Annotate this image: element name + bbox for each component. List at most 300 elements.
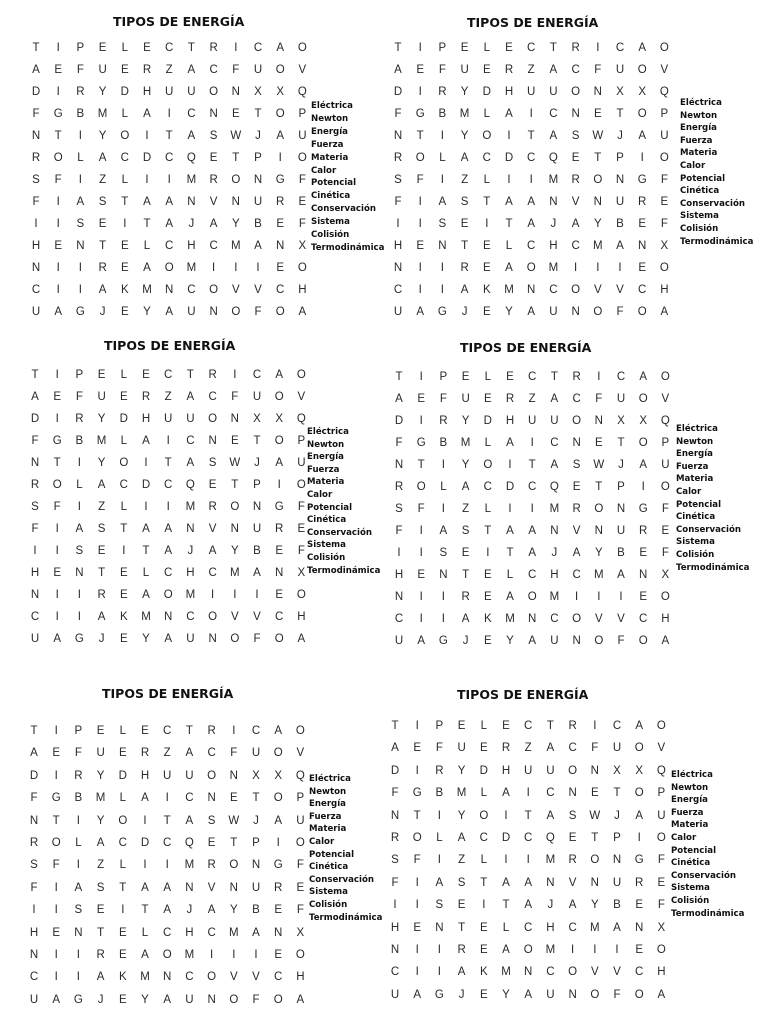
grid-letter[interactable]: F [297, 545, 305, 557]
grid-letter[interactable]: F [52, 859, 60, 872]
grid-letter[interactable]: E [568, 832, 577, 844]
grid-letter[interactable]: N [638, 240, 647, 252]
grid-letter[interactable]: O [637, 108, 647, 120]
grid-letter[interactable]: Q [184, 837, 194, 849]
grid-letter[interactable]: A [254, 240, 262, 252]
grid-letter[interactable]: I [254, 949, 258, 961]
grid-letter[interactable]: R [141, 391, 151, 403]
grid-letter[interactable]: M [142, 284, 152, 296]
grid-letter[interactable]: O [297, 152, 307, 164]
grid-letter[interactable]: A [185, 814, 194, 827]
grid-letter[interactable]: O [296, 479, 306, 491]
grid-letter[interactable]: C [479, 832, 488, 844]
grid-letter[interactable]: K [119, 611, 128, 623]
grid-letter[interactable]: X [639, 415, 648, 427]
grid-letter[interactable]: V [209, 196, 218, 208]
grid-letter[interactable]: E [274, 949, 283, 961]
grid-letter[interactable]: L [505, 240, 513, 252]
grid-letter[interactable]: A [524, 988, 533, 1001]
grid-letter[interactable]: T [527, 130, 535, 142]
grid-letter[interactable]: T [99, 240, 107, 252]
grid-letter[interactable]: F [416, 174, 424, 186]
grid-letter[interactable]: I [640, 152, 644, 164]
grid-letter[interactable]: H [186, 567, 195, 579]
grid-letter[interactable]: F [661, 547, 669, 559]
grid-letter[interactable]: R [501, 742, 511, 755]
grid-letter[interactable]: I [441, 613, 445, 625]
grid-letter[interactable]: R [74, 769, 83, 782]
grid-letter[interactable]: U [186, 633, 195, 645]
grid-letter[interactable]: C [185, 971, 194, 984]
grid-letter[interactable]: V [568, 876, 577, 889]
grid-letter[interactable]: U [612, 876, 622, 889]
grid-letter[interactable]: E [590, 787, 599, 800]
grid-letter[interactable]: I [54, 769, 58, 782]
grid-letter[interactable]: C [207, 747, 216, 760]
grid-letter[interactable]: U [394, 635, 404, 647]
grid-letter[interactable]: I [121, 904, 125, 917]
grid-letter[interactable]: D [118, 769, 127, 782]
grid-letter[interactable]: B [75, 435, 84, 447]
grid-letter[interactable]: A [660, 306, 669, 318]
grid-letter[interactable]: O [230, 633, 240, 645]
grid-letter[interactable]: I [167, 108, 171, 120]
grid-letter[interactable]: T [232, 152, 240, 164]
grid-letter[interactable]: N [252, 501, 262, 513]
grid-letter[interactable]: D [141, 479, 151, 491]
grid-letter[interactable]: O [482, 130, 492, 142]
grid-letter[interactable]: A [164, 633, 173, 645]
grid-letter[interactable]: T [186, 369, 194, 381]
grid-letter[interactable]: S [394, 174, 402, 186]
grid-letter[interactable]: A [207, 904, 216, 917]
grid-letter[interactable]: T [252, 792, 260, 805]
grid-letter[interactable]: L [480, 720, 487, 732]
grid-letter[interactable]: T [413, 809, 421, 822]
grid-letter[interactable]: R [461, 591, 470, 603]
grid-letter[interactable]: O [638, 393, 648, 405]
grid-letter[interactable]: N [390, 809, 400, 822]
grid-letter[interactable]: I [76, 971, 80, 984]
grid-letter[interactable]: Z [164, 391, 172, 403]
grid-letter[interactable]: I [437, 854, 441, 867]
grid-letter[interactable]: L [436, 832, 443, 844]
grid-letter[interactable]: Q [548, 152, 558, 164]
grid-letter[interactable]: V [297, 391, 306, 403]
grid-letter[interactable]: C [30, 611, 40, 623]
grid-letter[interactable]: D [30, 413, 40, 425]
grid-letter[interactable]: O [634, 787, 644, 800]
grid-letter[interactable]: A [53, 633, 62, 645]
grid-letter[interactable]: I [440, 262, 444, 274]
grid-letter[interactable]: H [660, 284, 669, 296]
grid-letter[interactable]: A [163, 904, 172, 917]
grid-letter[interactable]: M [593, 240, 603, 252]
grid-letter[interactable]: A [502, 944, 510, 956]
grid-letter[interactable]: L [120, 501, 127, 513]
grid-letter[interactable]: R [30, 479, 40, 491]
grid-letter[interactable]: O [118, 814, 128, 827]
grid-letter[interactable]: U [163, 769, 172, 782]
grid-letter[interactable]: S [568, 809, 577, 822]
grid-letter[interactable]: T [395, 371, 403, 383]
grid-letter[interactable]: E [461, 371, 470, 383]
grid-letter[interactable]: I [232, 949, 236, 961]
grid-letter[interactable]: I [526, 854, 530, 867]
grid-letter[interactable]: I [56, 218, 60, 230]
grid-letter[interactable]: F [661, 503, 669, 515]
grid-letter[interactable]: I [54, 949, 58, 961]
grid-letter[interactable]: I [55, 523, 59, 535]
grid-letter[interactable]: F [253, 633, 261, 645]
grid-letter[interactable]: N [390, 944, 400, 956]
grid-letter[interactable]: Q [296, 413, 306, 425]
grid-letter[interactable]: O [296, 369, 306, 381]
grid-letter[interactable]: W [593, 459, 605, 471]
grid-letter[interactable]: A [97, 611, 106, 623]
grid-letter[interactable]: Z [462, 503, 470, 515]
grid-letter[interactable]: Q [659, 86, 669, 98]
grid-letter[interactable]: U [524, 764, 533, 777]
grid-letter[interactable]: N [186, 523, 195, 535]
grid-letter[interactable]: T [391, 720, 399, 732]
grid-letter[interactable]: A [549, 64, 558, 76]
grid-letter[interactable]: I [440, 174, 444, 186]
grid-letter[interactable]: F [613, 988, 621, 1001]
grid-letter[interactable]: F [391, 787, 399, 800]
grid-letter[interactable]: V [252, 971, 260, 984]
grid-letter[interactable]: O [412, 832, 422, 844]
grid-letter[interactable]: A [417, 635, 426, 647]
grid-letter[interactable]: I [123, 218, 127, 230]
grid-letter[interactable]: H [297, 611, 306, 623]
grid-letter[interactable]: D [390, 764, 400, 777]
grid-letter[interactable]: A [185, 747, 194, 760]
grid-letter[interactable]: N [438, 240, 447, 252]
grid-letter[interactable]: X [613, 764, 621, 777]
grid-letter[interactable]: A [435, 876, 444, 889]
grid-letter[interactable]: V [661, 393, 670, 405]
grid-letter[interactable]: R [142, 64, 152, 76]
grid-letter[interactable]: N [635, 921, 644, 934]
grid-letter[interactable]: N [276, 240, 285, 252]
grid-letter[interactable]: N [550, 525, 559, 537]
grid-letter[interactable]: R [98, 262, 107, 274]
grid-letter[interactable]: I [415, 966, 419, 979]
grid-letter[interactable]: O [571, 86, 581, 98]
grid-letter[interactable]: A [298, 306, 307, 318]
grid-letter[interactable]: A [550, 393, 559, 405]
grid-letter[interactable]: S [209, 130, 218, 142]
grid-letter[interactable]: H [390, 921, 400, 934]
grid-letter[interactable]: Y [457, 764, 466, 777]
grid-letter[interactable]: O [51, 837, 61, 849]
grid-letter[interactable]: I [486, 547, 490, 559]
grid-letter[interactable]: I [78, 130, 82, 142]
grid-letter[interactable]: Q [549, 481, 559, 493]
grid-letter[interactable]: J [186, 904, 193, 917]
grid-letter[interactable]: H [298, 284, 307, 296]
grid-letter[interactable]: I [419, 371, 423, 383]
grid-letter[interactable]: H [550, 569, 559, 581]
grid-letter[interactable]: O [637, 64, 647, 76]
grid-letter[interactable]: P [298, 108, 307, 120]
grid-letter[interactable]: L [483, 108, 490, 120]
grid-letter[interactable]: C [528, 371, 537, 383]
grid-letter[interactable]: P [661, 437, 670, 449]
grid-letter[interactable]: T [484, 525, 492, 537]
grid-letter[interactable]: D [140, 837, 150, 849]
grid-letter[interactable]: I [54, 881, 58, 894]
grid-letter[interactable]: E [52, 926, 61, 939]
grid-letter[interactable]: U [527, 86, 536, 98]
grid-letter[interactable]: C [209, 240, 218, 252]
grid-letter[interactable]: A [275, 369, 284, 381]
grid-letter[interactable]: A [635, 720, 644, 732]
grid-letter[interactable]: E [505, 42, 513, 54]
grid-letter[interactable]: C [524, 921, 533, 934]
grid-letter[interactable]: T [231, 479, 239, 491]
grid-letter[interactable]: C [185, 792, 194, 805]
grid-letter[interactable]: T [417, 459, 425, 471]
grid-letter[interactable]: C [165, 240, 174, 252]
grid-letter[interactable]: O [273, 747, 283, 760]
grid-letter[interactable]: X [657, 921, 666, 934]
grid-letter[interactable]: V [296, 747, 305, 760]
grid-letter[interactable]: A [276, 130, 285, 142]
grid-letter[interactable]: A [186, 391, 195, 403]
grid-letter[interactable]: I [573, 262, 578, 274]
grid-letter[interactable]: E [482, 306, 491, 318]
grid-letter[interactable]: O [637, 306, 647, 318]
grid-letter[interactable]: Q [297, 86, 307, 98]
grid-letter[interactable]: T [120, 523, 128, 535]
grid-letter[interactable]: T [595, 481, 603, 493]
grid-letter[interactable]: U [661, 459, 670, 471]
grid-letter[interactable]: M [459, 108, 470, 120]
grid-letter[interactable]: E [119, 567, 128, 579]
grid-letter[interactable]: L [121, 42, 128, 54]
grid-letter[interactable]: I [418, 218, 422, 230]
grid-letter[interactable]: A [505, 196, 513, 208]
grid-letter[interactable]: D [482, 86, 491, 98]
grid-letter[interactable]: A [274, 814, 283, 827]
grid-letter[interactable]: U [297, 457, 306, 469]
grid-letter[interactable]: O [659, 42, 669, 54]
grid-letter[interactable]: F [595, 393, 603, 405]
grid-letter[interactable]: Q [656, 764, 666, 777]
grid-letter[interactable]: Z [458, 854, 466, 867]
grid-letter[interactable]: U [29, 993, 39, 1006]
grid-letter[interactable]: E [479, 742, 488, 755]
grid-letter[interactable]: A [568, 899, 577, 912]
grid-letter[interactable]: R [639, 525, 648, 537]
grid-letter[interactable]: E [638, 218, 647, 230]
grid-letter[interactable]: C [528, 481, 537, 493]
grid-letter[interactable]: N [612, 854, 622, 867]
grid-letter[interactable]: N [549, 196, 558, 208]
grid-letter[interactable]: E [209, 152, 218, 164]
grid-letter[interactable]: I [596, 42, 600, 54]
grid-letter[interactable]: N [393, 130, 403, 142]
grid-letter[interactable]: T [594, 152, 602, 164]
grid-letter[interactable]: N [394, 459, 404, 471]
grid-letter[interactable]: U [252, 523, 262, 535]
grid-letter[interactable]: E [639, 547, 648, 559]
grid-letter[interactable]: L [480, 787, 487, 800]
grid-letter[interactable]: D [120, 86, 129, 98]
grid-letter[interactable]: O [483, 459, 493, 471]
grid-letter[interactable]: H [185, 926, 194, 939]
grid-letter[interactable]: I [143, 814, 147, 827]
grid-letter[interactable]: H [187, 240, 196, 252]
grid-letter[interactable]: V [254, 284, 262, 296]
grid-letter[interactable]: J [550, 218, 557, 230]
grid-letter[interactable]: O [230, 501, 240, 513]
grid-letter[interactable]: E [274, 904, 283, 917]
grid-letter[interactable]: E [571, 152, 580, 164]
grid-letter[interactable]: P [616, 152, 624, 164]
grid-letter[interactable]: R [571, 42, 580, 54]
grid-letter[interactable]: Y [98, 130, 107, 142]
grid-letter[interactable]: A [143, 108, 151, 120]
grid-letter[interactable]: W [229, 457, 241, 469]
grid-letter[interactable]: M [548, 262, 559, 274]
grid-letter[interactable]: A [505, 108, 513, 120]
grid-letter[interactable]: I [56, 284, 60, 296]
grid-letter[interactable]: J [551, 547, 558, 559]
grid-letter[interactable]: S [461, 525, 470, 537]
grid-letter[interactable]: B [252, 904, 260, 917]
grid-letter[interactable]: G [412, 787, 422, 800]
grid-letter[interactable]: I [78, 174, 82, 186]
grid-letter[interactable]: T [143, 218, 151, 230]
grid-letter[interactable]: O [275, 108, 285, 120]
grid-letter[interactable]: C [187, 284, 196, 296]
grid-letter[interactable]: Y [460, 86, 469, 98]
grid-letter[interactable]: N [163, 971, 172, 984]
grid-letter[interactable]: U [252, 391, 262, 403]
grid-letter[interactable]: S [571, 130, 580, 142]
grid-letter[interactable]: F [296, 859, 304, 872]
grid-letter[interactable]: G [416, 437, 426, 449]
grid-letter[interactable]: N [594, 415, 603, 427]
grid-letter[interactable]: I [256, 262, 260, 274]
grid-letter[interactable]: C [251, 725, 261, 737]
grid-letter[interactable]: U [550, 635, 559, 647]
grid-letter[interactable]: A [524, 876, 533, 889]
grid-letter[interactable]: S [96, 881, 105, 894]
grid-letter[interactable]: U [165, 86, 174, 98]
grid-letter[interactable]: T [461, 240, 469, 252]
grid-letter[interactable]: D [504, 152, 514, 164]
grid-letter[interactable]: E [413, 921, 422, 934]
grid-letter[interactable]: Z [461, 174, 469, 186]
grid-letter[interactable]: E [118, 949, 127, 961]
grid-letter[interactable]: Y [229, 904, 238, 917]
grid-letter[interactable]: H [296, 971, 305, 984]
grid-letter[interactable]: I [77, 457, 81, 469]
grid-letter[interactable]: A [391, 742, 399, 755]
grid-letter[interactable]: N [31, 130, 41, 142]
grid-letter[interactable]: G [275, 174, 285, 186]
grid-letter[interactable]: C [638, 284, 647, 296]
grid-letter[interactable]: I [485, 218, 489, 230]
grid-letter[interactable]: G [437, 306, 447, 318]
grid-letter[interactable]: E [141, 725, 149, 737]
grid-letter[interactable]: H [657, 966, 666, 979]
grid-letter[interactable]: Y [506, 635, 514, 647]
grid-letter[interactable]: I [76, 859, 80, 872]
grid-letter[interactable]: A [96, 971, 105, 984]
grid-letter[interactable]: L [440, 481, 447, 493]
grid-letter[interactable]: A [460, 284, 469, 296]
grid-letter[interactable]: G [434, 988, 444, 1001]
grid-letter[interactable]: C [394, 613, 404, 625]
grid-letter[interactable]: O [594, 503, 604, 515]
grid-letter[interactable]: Y [98, 86, 107, 98]
grid-letter[interactable]: A [460, 152, 469, 164]
grid-letter[interactable]: A [74, 881, 83, 894]
grid-letter[interactable]: L [483, 42, 490, 54]
grid-letter[interactable]: U [457, 742, 466, 755]
grid-letter[interactable]: K [482, 284, 491, 296]
grid-letter[interactable]: E [120, 262, 129, 274]
grid-letter[interactable]: I [76, 814, 80, 827]
grid-letter[interactable]: E [143, 42, 151, 54]
grid-letter[interactable]: I [418, 262, 422, 274]
grid-letter[interactable]: N [30, 589, 40, 601]
grid-letter[interactable]: K [120, 284, 129, 296]
grid-letter[interactable]: X [297, 567, 306, 579]
grid-letter[interactable]: L [121, 174, 128, 186]
grid-letter[interactable]: M [548, 174, 559, 186]
grid-letter[interactable]: A [142, 589, 150, 601]
grid-letter[interactable]: E [275, 545, 284, 557]
grid-letter[interactable]: C [29, 971, 39, 984]
grid-letter[interactable]: R [438, 86, 447, 98]
grid-letter[interactable]: C [252, 369, 262, 381]
grid-letter[interactable]: U [612, 742, 622, 755]
grid-letter[interactable]: Q [660, 415, 670, 427]
grid-letter[interactable]: T [505, 218, 513, 230]
grid-letter[interactable]: X [660, 240, 669, 252]
grid-letter[interactable]: W [230, 130, 242, 142]
grid-letter[interactable]: A [506, 525, 514, 537]
grid-letter[interactable]: I [145, 174, 149, 186]
grid-letter[interactable]: I [418, 42, 422, 54]
grid-letter[interactable]: X [298, 240, 307, 252]
grid-letter[interactable]: I [437, 809, 441, 822]
grid-letter[interactable]: E [53, 567, 62, 579]
grid-letter[interactable]: C [207, 926, 216, 939]
grid-letter[interactable]: C [568, 742, 577, 755]
grid-letter[interactable]: X [252, 769, 260, 782]
grid-letter[interactable]: O [119, 457, 129, 469]
grid-letter[interactable]: J [97, 993, 104, 1006]
grid-letter[interactable]: P [253, 479, 261, 491]
grid-letter[interactable]: E [460, 42, 469, 54]
grid-letter[interactable]: A [528, 635, 537, 647]
grid-letter[interactable]: F [74, 747, 82, 760]
grid-letter[interactable]: I [56, 262, 60, 274]
grid-letter[interactable]: Y [143, 306, 151, 318]
grid-letter[interactable]: F [252, 993, 260, 1006]
grid-letter[interactable]: B [616, 218, 624, 230]
grid-letter[interactable]: R [394, 481, 404, 493]
grid-letter[interactable]: Y [461, 415, 470, 427]
grid-letter[interactable]: O [231, 174, 241, 186]
